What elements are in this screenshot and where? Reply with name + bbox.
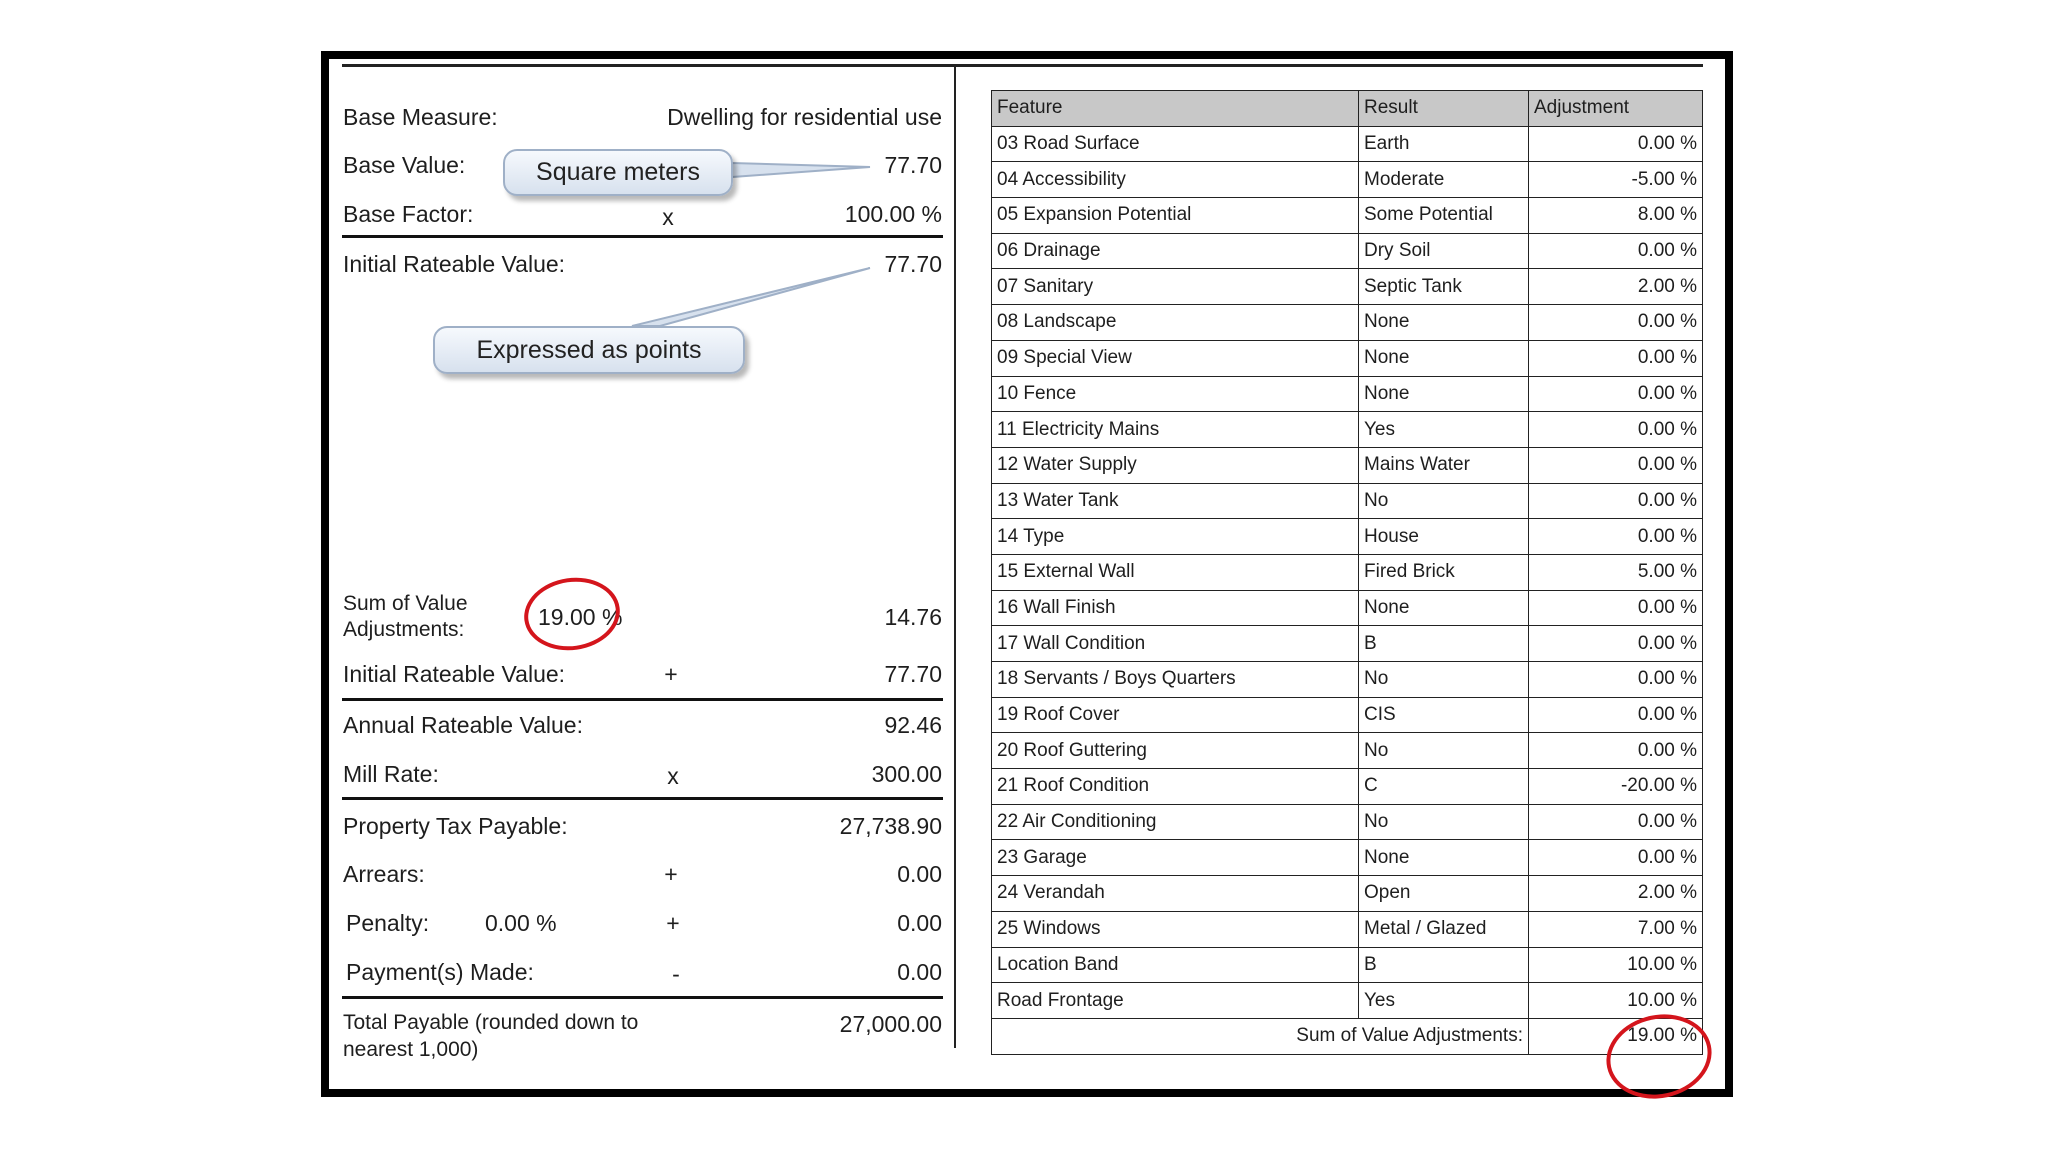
penalty-percent: 0.00 % <box>485 910 557 936</box>
feature-cell: Location Band <box>992 947 1359 983</box>
result-cell: Earth <box>1359 126 1529 162</box>
result-cell: C <box>1359 769 1529 805</box>
table-body <box>992 126 1703 1018</box>
table-row <box>992 697 1703 733</box>
penalty-value: 0.00 <box>897 910 942 936</box>
top-rule <box>342 64 1703 67</box>
feature-cell: 09 Special View <box>992 340 1359 376</box>
initial-rateable-value-2: 77.70 <box>884 661 942 687</box>
result-cell: No <box>1359 662 1529 698</box>
square-meters-callout <box>503 149 733 196</box>
table-row <box>992 412 1703 448</box>
sum-label: Sum of Value Adjustments: <box>992 1018 1529 1054</box>
feature-cell: 05 Expansion Potential <box>992 198 1359 234</box>
annual-rateable-value-label: Annual Rateable Value: <box>343 712 583 738</box>
table-row <box>992 662 1703 698</box>
result-cell: CIS <box>1359 697 1529 733</box>
result-cell: Moderate <box>1359 162 1529 198</box>
feature-adjustment-table <box>991 90 1703 1055</box>
plus-operator: + <box>666 910 680 936</box>
feature-cell: 11 Electricity Mains <box>992 412 1359 448</box>
divider-line <box>342 235 943 238</box>
base-factor-value: 100.00 % <box>844 201 942 227</box>
adjustment-cell: 10.00 % <box>1529 983 1703 1019</box>
divider-line <box>342 996 943 999</box>
plus-operator: + <box>664 661 678 687</box>
annual-rateable-value: 92.46 <box>884 712 942 738</box>
result-cell: B <box>1359 626 1529 662</box>
adjustment-cell: 0.00 % <box>1529 590 1703 626</box>
divider-line <box>342 698 943 701</box>
sum-adjustments-label-line2: Adjustments: <box>343 618 465 641</box>
result-cell: Mains Water <box>1359 447 1529 483</box>
property-tax-label: Property Tax Payable: <box>343 813 568 839</box>
mill-rate-value: 300.00 <box>871 761 942 787</box>
column-divider <box>954 66 956 1048</box>
adjustment-cell: 0.00 % <box>1529 662 1703 698</box>
table-row <box>992 733 1703 769</box>
table-row <box>992 233 1703 269</box>
feature-cell: 21 Roof Condition <box>992 769 1359 805</box>
table-row <box>992 162 1703 198</box>
table-row <box>992 340 1703 376</box>
result-cell: Yes <box>1359 983 1529 1019</box>
feature-cell: 19 Roof Cover <box>992 697 1359 733</box>
feature-cell: 06 Drainage <box>992 233 1359 269</box>
feature-cell: 20 Roof Guttering <box>992 733 1359 769</box>
sum-adjustments-label-line1: Sum of Value <box>343 592 468 615</box>
sum-adjustments-percent: 19.00 % <box>538 604 623 630</box>
penalty-label: Penalty: <box>346 910 430 936</box>
result-cell: No <box>1359 483 1529 519</box>
base-measure-value: Dwelling for residential use <box>667 104 942 130</box>
payments-made-value: 0.00 <box>897 959 942 985</box>
table-row <box>992 126 1703 162</box>
arrears-label: Arrears: <box>343 861 425 887</box>
multiply-operator: x <box>667 763 679 789</box>
table-row <box>992 519 1703 555</box>
table-row <box>992 269 1703 305</box>
adjustment-cell: 10.00 % <box>1529 947 1703 983</box>
adjustment-cell: 0.00 % <box>1529 697 1703 733</box>
adjustment-cell: 0.00 % <box>1529 840 1703 876</box>
result-cell: Some Potential <box>1359 198 1529 234</box>
result-cell: No <box>1359 804 1529 840</box>
feature-cell: Road Frontage <box>992 983 1359 1019</box>
result-cell: None <box>1359 840 1529 876</box>
feature-cell: 08 Landscape <box>992 305 1359 341</box>
table-row <box>992 769 1703 805</box>
total-payable-label-line1: Total Payable (rounded down to <box>343 1011 639 1034</box>
result-cell: No <box>1359 733 1529 769</box>
result-cell: Septic Tank <box>1359 269 1529 305</box>
sum-row <box>992 1018 1703 1054</box>
feature-cell: 10 Fence <box>992 376 1359 412</box>
feature-cell: 17 Wall Condition <box>992 626 1359 662</box>
base-measure-label: Base Measure: <box>343 104 498 130</box>
adjustment-cell: 2.00 % <box>1529 876 1703 912</box>
feature-cell: 22 Air Conditioning <box>992 804 1359 840</box>
feature-cell: 13 Water Tank <box>992 483 1359 519</box>
feature-cell: 15 External Wall <box>992 554 1359 590</box>
table-header-row <box>992 91 1703 127</box>
table-row <box>992 376 1703 412</box>
adjustment-cell: 0.00 % <box>1529 412 1703 448</box>
expressed-as-points-callout <box>433 326 745 374</box>
adjustment-cell: 0.00 % <box>1529 447 1703 483</box>
adjustment-cell: 0.00 % <box>1529 340 1703 376</box>
result-cell: None <box>1359 376 1529 412</box>
base-value-label: Base Value: <box>343 152 466 178</box>
total-payable-value: 27,000.00 <box>839 1011 942 1037</box>
initial-rateable-value-label: Initial Rateable Value: <box>343 251 566 277</box>
adjustment-cell: 0.00 % <box>1529 126 1703 162</box>
result-cell: Fired Brick <box>1359 554 1529 590</box>
table-row <box>992 876 1703 912</box>
feature-cell: 14 Type <box>992 519 1359 555</box>
total-payable-label-line2: nearest 1,000) <box>343 1038 479 1061</box>
arrears-value: 0.00 <box>897 861 942 887</box>
table-row <box>992 840 1703 876</box>
adjustment-cell: 0.00 % <box>1529 626 1703 662</box>
result-cell: Metal / Glazed <box>1359 911 1529 947</box>
result-cell: None <box>1359 590 1529 626</box>
result-cell: None <box>1359 340 1529 376</box>
adjustment-cell: 0.00 % <box>1529 305 1703 341</box>
adjustment-cell: 0.00 % <box>1529 233 1703 269</box>
table-row <box>992 198 1703 234</box>
adjustment-cell: 8.00 % <box>1529 198 1703 234</box>
base-value: 77.70 <box>884 152 942 178</box>
divider-line <box>342 797 943 800</box>
adjustment-cell: 0.00 % <box>1529 376 1703 412</box>
adjustment-cell: 2.00 % <box>1529 269 1703 305</box>
feature-cell: 24 Verandah <box>992 876 1359 912</box>
initial-rateable-value: 77.70 <box>884 251 942 277</box>
header-feature: Feature <box>992 91 1359 127</box>
result-cell: None <box>1359 305 1529 341</box>
feature-cell: 23 Garage <box>992 840 1359 876</box>
adjustment-cell: 0.00 % <box>1529 804 1703 840</box>
base-factor-label: Base Factor: <box>343 201 474 227</box>
initial-rateable-value-2-label: Initial Rateable Value: <box>343 661 566 687</box>
header-adjustment: Adjustment <box>1529 91 1703 127</box>
minus-operator: - <box>672 961 680 987</box>
table-row <box>992 483 1703 519</box>
adjustment-cell: -5.00 % <box>1529 162 1703 198</box>
result-cell: Yes <box>1359 412 1529 448</box>
table-row <box>992 804 1703 840</box>
mill-rate-label: Mill Rate: <box>343 761 439 787</box>
adjustment-cell: 0.00 % <box>1529 733 1703 769</box>
feature-cell: 03 Road Surface <box>992 126 1359 162</box>
adjustment-cell: 7.00 % <box>1529 911 1703 947</box>
plus-operator: + <box>664 861 678 887</box>
property-tax-value: 27,738.90 <box>839 813 942 839</box>
table-row <box>992 626 1703 662</box>
table-row <box>992 305 1703 341</box>
feature-cell: 07 Sanitary <box>992 269 1359 305</box>
expressed-as-points-callout-text: Expressed as points <box>476 336 702 364</box>
result-cell: Open <box>1359 876 1529 912</box>
adjustment-cell: 0.00 % <box>1529 519 1703 555</box>
sum-value: 19.00 % <box>1529 1018 1703 1054</box>
adjustment-cell: 5.00 % <box>1529 554 1703 590</box>
table-row <box>992 447 1703 483</box>
table-row <box>992 590 1703 626</box>
adjustment-cell: 0.00 % <box>1529 483 1703 519</box>
table-row <box>992 947 1703 983</box>
feature-cell: 16 Wall Finish <box>992 590 1359 626</box>
header-result: Result <box>1359 91 1529 127</box>
adjustment-cell: -20.00 % <box>1529 769 1703 805</box>
table-row <box>992 983 1703 1019</box>
result-cell: Dry Soil <box>1359 233 1529 269</box>
result-cell: B <box>1359 947 1529 983</box>
table-row <box>992 554 1703 590</box>
feature-cell: 18 Servants / Boys Quarters <box>992 662 1359 698</box>
feature-cell: 25 Windows <box>992 911 1359 947</box>
result-cell: House <box>1359 519 1529 555</box>
square-meters-callout-text: Square meters <box>536 158 700 186</box>
base-factor-operator: x <box>662 204 674 230</box>
sum-adjustments-value: 14.76 <box>884 604 942 630</box>
payments-made-label: Payment(s) Made: <box>346 959 534 985</box>
feature-cell: 12 Water Supply <box>992 447 1359 483</box>
feature-cell: 04 Accessibility <box>992 162 1359 198</box>
table-row <box>992 911 1703 947</box>
